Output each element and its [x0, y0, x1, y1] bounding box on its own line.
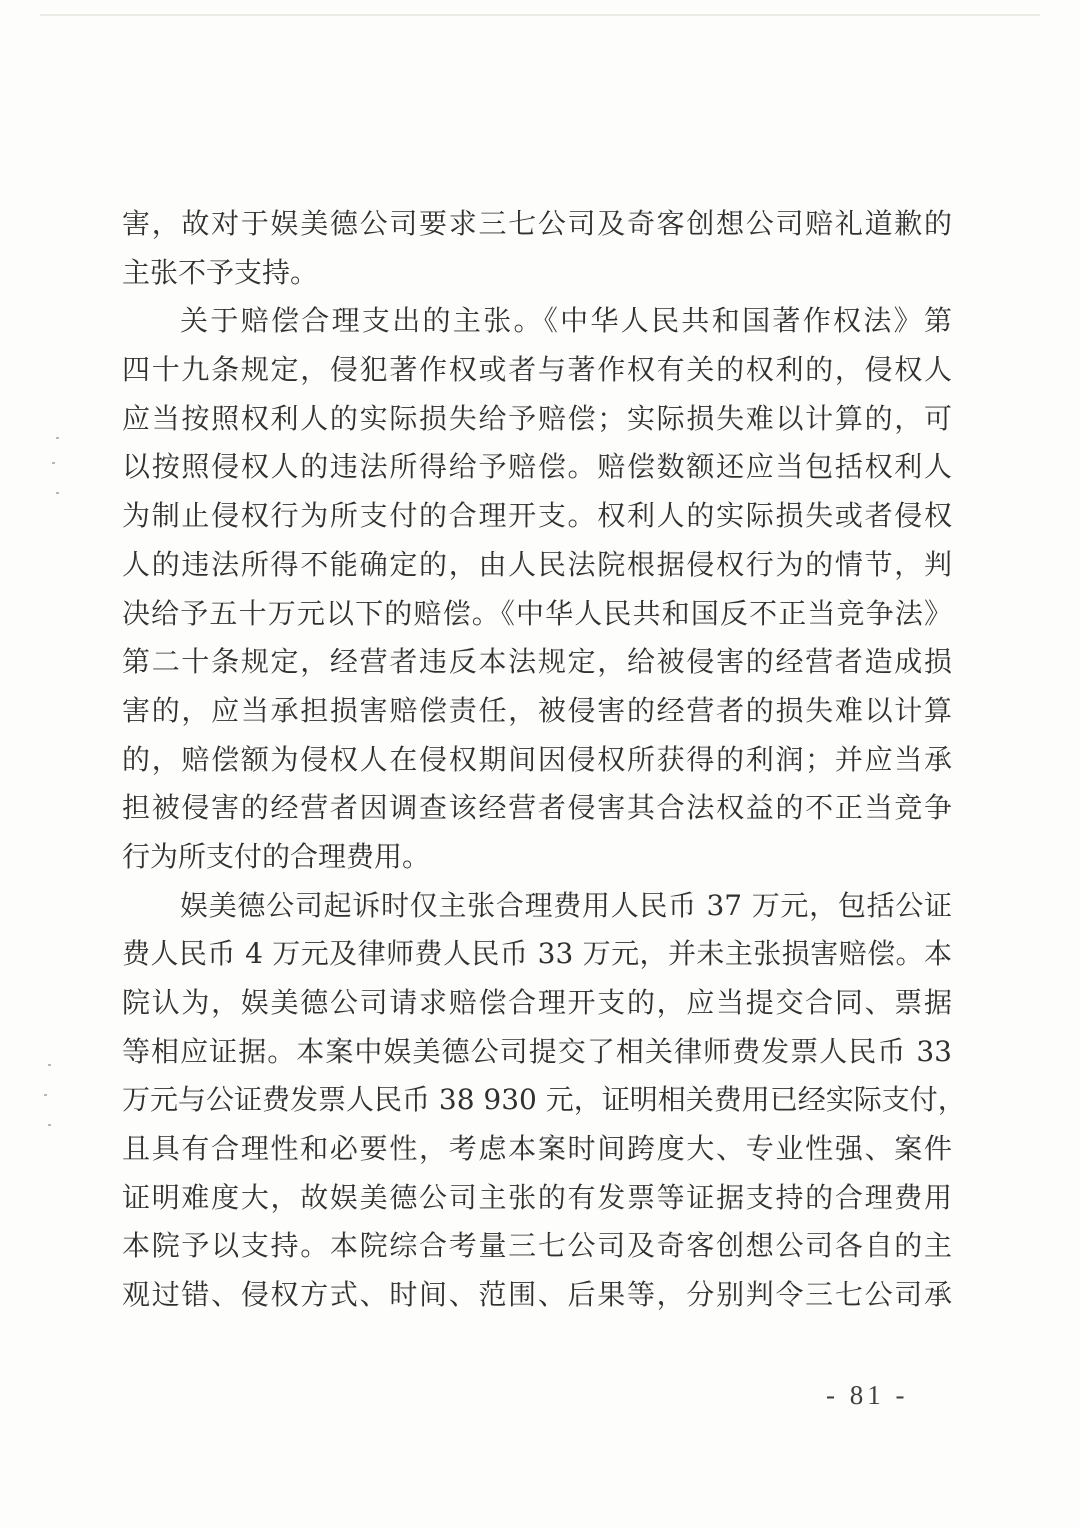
- text-line: 害，故对于娱美德公司要求三七公司及奇客创想公司赔礼道歉的: [122, 207, 952, 240]
- page-number: - 81 -: [826, 1380, 909, 1410]
- text-line: 担被侵害的经营者因调查该经营者侵害其合法权益的不正当竞争: [122, 791, 952, 825]
- margin-mark: [48, 1124, 51, 1126]
- text-line: 主张不予支持。: [122, 255, 319, 289]
- text-line: 为制止侵权行为所支付的合理开支。权利人的实际损失或者侵权: [122, 499, 952, 533]
- margin-mark: [56, 492, 59, 494]
- text-line: 本院予以支持。本院综合考量三七公司及奇客创想公司各自的主: [122, 1229, 952, 1263]
- text-line: 观过错、侵权方式、时间、范围、后果等，分别判令三七公司承: [122, 1278, 952, 1312]
- text-line: 人的违法所得不能确定的，由人民法院根据侵权行为的情节，判: [122, 547, 952, 581]
- body-text: [122, 200, 966, 1320]
- text-line: 等相应证据。本案中娱美德公司提交了相关律师费发票人民币 33: [122, 1034, 952, 1068]
- text-line: 行为所支付的合理费用。: [122, 839, 431, 873]
- text-line: 关于赔偿合理支出的主张。《中华人民共和国著作权法》第: [180, 304, 952, 338]
- text-line: 第二十条规定，经营者违反本法规定，给被侵害的经营者造成损: [122, 645, 952, 679]
- text-line: 应当按照权利人的实际损失给予赔偿；实际损失难以计算的，可: [122, 401, 952, 435]
- margin-mark: [48, 1064, 51, 1066]
- margin-mark: [52, 462, 55, 464]
- margin-mark: [44, 1094, 47, 1096]
- text-line: 害的，应当承担损害赔偿责任，被侵害的经营者的损失难以计算: [122, 693, 952, 727]
- text-line: 的，赔偿额为侵权人在侵权期间因侵权所获得的利润；并应当承: [122, 742, 952, 776]
- text-line: 且具有合理性和必要性，考虑本案时间跨度大、专业性强、案件: [122, 1132, 952, 1166]
- text-line: 以按照侵权人的违法所得给予赔偿。赔偿数额还应当包括权利人: [122, 450, 952, 484]
- text-line: 费人民币 4 万元及律师费人民币 33 万元，并未主张损害赔偿。本: [122, 937, 952, 971]
- text-line: 证明难度大，故娱美德公司主张的有发票等证据支持的合理费用: [122, 1180, 952, 1214]
- text-line: 万元与公证费发票人民币 38 930 元，证明相关费用已经实际支付，: [122, 1083, 966, 1117]
- margin-mark: [56, 437, 59, 439]
- text-line: 娱美德公司起诉时仅主张合理费用人民币 37 万元，包括公证: [180, 888, 952, 922]
- top-edge-rule: [40, 14, 1040, 16]
- text-line: 院认为，娱美德公司请求赔偿合理开支的，应当提交合同、票据: [122, 986, 952, 1019]
- text-line: 决给予五十万元以下的赔偿。《中华人民共和国反不正当竞争法》: [122, 596, 952, 630]
- text-line: 四十九条规定，侵犯著作权或者与著作权有关的权利的，侵权人: [122, 353, 952, 387]
